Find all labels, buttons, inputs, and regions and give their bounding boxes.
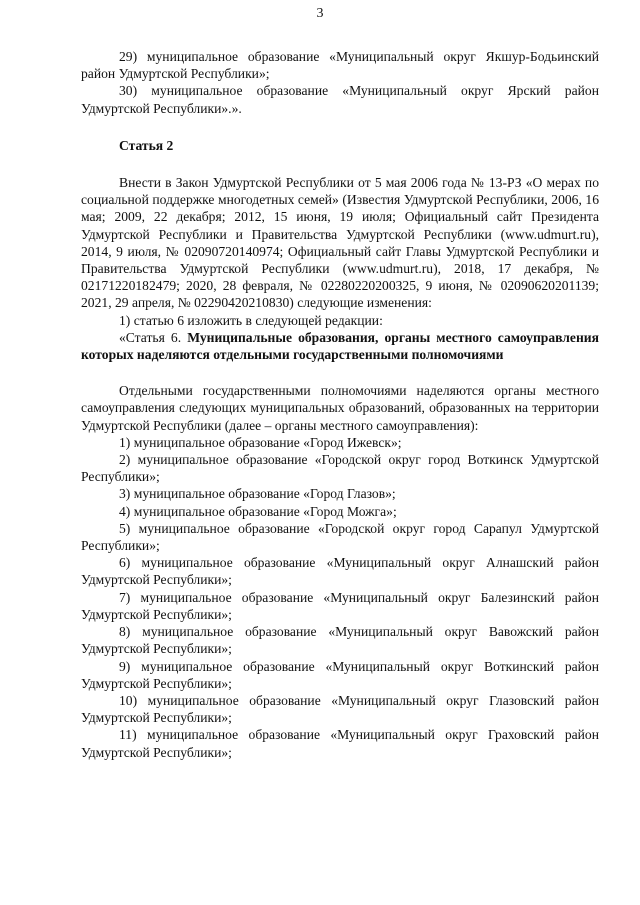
list-item: 6) муниципальное образование «Муниципальный округ Алнашский район Удмуртской Республики»; bbox=[81, 555, 599, 588]
list-item: 9) муниципальное образование «Муниципальный округ Воткинский район Удмуртской Республики»; bbox=[81, 658, 599, 691]
list-item: 4) муниципальное образование «Город Можга»; bbox=[119, 503, 397, 519]
body-paragraph: Отдельными государственными полномочиями наделяются органы местного самоуправления следующих муниципальных образований, образованных на территории Удмуртской Республики (далее – органы местного самоуправления): bbox=[81, 383, 599, 433]
list-item: 30) муниципальное образование «Муниципальный округ Ярский район Удмуртской Республики».». bbox=[81, 83, 599, 116]
list-item: 8) муниципальное образование «Муниципальный округ Вавожский район Удмуртской Республики»; bbox=[81, 624, 599, 657]
list-item: 10) муниципальное образование «Муниципальный округ Глазовский район Удмуртской Республики»; bbox=[81, 692, 599, 726]
intro-paragraph: Внести в Закон Удмуртской Республики от 5 мая 2006 года № 13-РЗ «О мерах по социальной поддержке многодетных семей» (Известия Удмуртской Республики, 2006, 16 мая; 2009, 22 декабря; 2012, 15 июня, 19 июля; Официальный сайт Президента Удмуртской Республики и Правительства Удмуртской Республики (www.udmurt.ru), 2014, 9 июля, № 02090720140974; Официальный сайт Главы Удмуртской Республики и Правительства Удмуртской Республики (www.udmurt.ru), 2018, 17 декабря, № 02171220182479; 2020, 28 февраля, № 02280220200325, 9 июня, № 02090620201139; 2021, 29 апреля, № 02290420210830) следующие изменения: bbox=[81, 175, 599, 311]
list-item: 1) муниципальное образование «Город Ижевск»; bbox=[119, 434, 402, 450]
document-body bbox=[81, 48, 599, 761]
list-item: 5) муниципальное образование «Городской округ город Сарапул Удмуртской Республики»; bbox=[81, 520, 599, 554]
quoted-article-prefix: «Статья 6. bbox=[119, 329, 182, 345]
list-item: 29) муниципальное образование «Муниципальный округ Якшур-Бодьинский район Удмуртской Республики»; bbox=[81, 49, 599, 82]
quoted-article-heading bbox=[81, 329, 599, 363]
article-heading: Статья 2 bbox=[119, 137, 174, 153]
page-number: 3 bbox=[316, 6, 324, 21]
list-item: 2) муниципальное образование «Городской округ город Воткинск Удмуртской Республики»; bbox=[81, 452, 599, 485]
list-item: 7) муниципальное образование «Муниципальный округ Балезинский район Удмуртской Республики»; bbox=[81, 589, 599, 622]
list-item: 3) муниципальное образование «Город Глазов»; bbox=[119, 486, 396, 502]
quoted-article-title: Муниципальные образования, органы местного самоуправления которых наделяются отдельными государственными полномочиями bbox=[81, 329, 599, 363]
list-item: 11) муниципальное образование «Муниципальный округ Граховский район Удмуртской Республики»; bbox=[81, 727, 599, 760]
amendment-item: 1) статью 6 изложить в следующей редакции: bbox=[119, 312, 383, 328]
